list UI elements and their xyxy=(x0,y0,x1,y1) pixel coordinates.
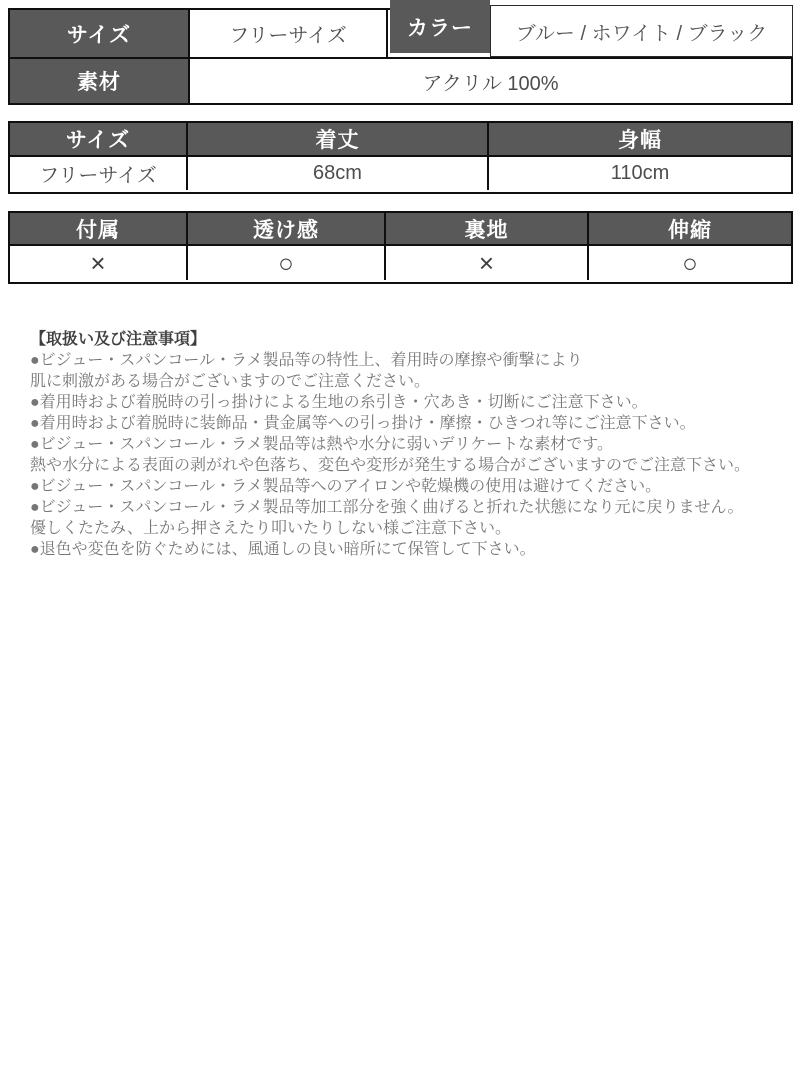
note-line: ●ビジュー・スパンコール・ラメ製品等へのアイロンや乾燥機の使用は避けてください。 xyxy=(30,478,662,495)
size-label-cell: サイズ xyxy=(10,10,190,57)
measurements-length-value: 68cm xyxy=(188,157,489,190)
note-line: ●ビジュー・スパンコール・ラメ製品等は熱や水分に弱いデリケートな素材です。 xyxy=(30,436,613,453)
handling-notes-heading: 【取扱い及び注意事項】 xyxy=(30,331,207,348)
material-value-cell: アクリル 100% xyxy=(190,59,791,103)
handling-notes-section xyxy=(30,329,785,560)
features-header-row xyxy=(10,213,791,244)
spec-row-material xyxy=(10,57,791,103)
measurements-header-row xyxy=(10,123,791,155)
features-data-row xyxy=(10,244,791,280)
features-stretch-value: ○ xyxy=(589,246,791,280)
measurements-table xyxy=(8,121,793,194)
features-table xyxy=(8,211,793,284)
note-line: ●ビジュー・スパンコール・ラメ製品等加工部分を強く曲げると折れた状態になり元に戻りません。 xyxy=(30,499,744,516)
material-label-cell: 素材 xyxy=(10,59,190,103)
note-line: 優しくたたみ、上から押さえたり叩いたりしない様ご注意下さい。 xyxy=(30,520,511,537)
note-line: ●ビジュー・スパンコール・ラメ製品等の特性上、着用時の摩擦や衝撃により xyxy=(30,352,583,369)
measurements-size-value: フリーサイズ xyxy=(10,157,188,190)
features-accessory-value: × xyxy=(10,246,188,280)
features-sheerness-value: ○ xyxy=(188,246,386,280)
color-value-cell: ブルー / ホワイト / ブラック xyxy=(490,5,793,57)
measurements-width-value: 110cm xyxy=(489,157,791,190)
features-header-stretch: 伸縮 xyxy=(589,213,791,244)
features-lining-value: × xyxy=(386,246,589,280)
note-line: ●退色や変色を防ぐためには、風通しの良い暗所にて保管して下さい。 xyxy=(30,541,536,558)
note-line: 熱や水分による表面の剥がれや色落ち、変色や変形が発生する場合がございますのでご注意下さい。 xyxy=(30,457,751,474)
note-line: ●着用時および着脱時の引っ掛けによる生地の糸引き・穴あき・切断にご注意下さい。 xyxy=(30,394,648,411)
features-header-accessory: 付属 xyxy=(10,213,188,244)
color-label-cell: カラー xyxy=(390,0,490,53)
measurements-header-length: 着丈 xyxy=(188,123,489,155)
measurements-header-width: 身幅 xyxy=(489,123,791,155)
measurements-data-row xyxy=(10,155,791,190)
note-line: ●着用時および着脱時に装飾品・貴金属等への引っ掛け・摩擦・ひきつれ等にご注意下さい。 xyxy=(30,415,696,432)
size-value-cell: フリーサイズ xyxy=(190,10,388,57)
note-line: 肌に刺激がある場合がございますのでご注意ください。 xyxy=(30,373,431,390)
features-header-lining: 裏地 xyxy=(386,213,589,244)
features-header-sheerness: 透け感 xyxy=(188,213,386,244)
measurements-header-size: サイズ xyxy=(10,123,188,155)
